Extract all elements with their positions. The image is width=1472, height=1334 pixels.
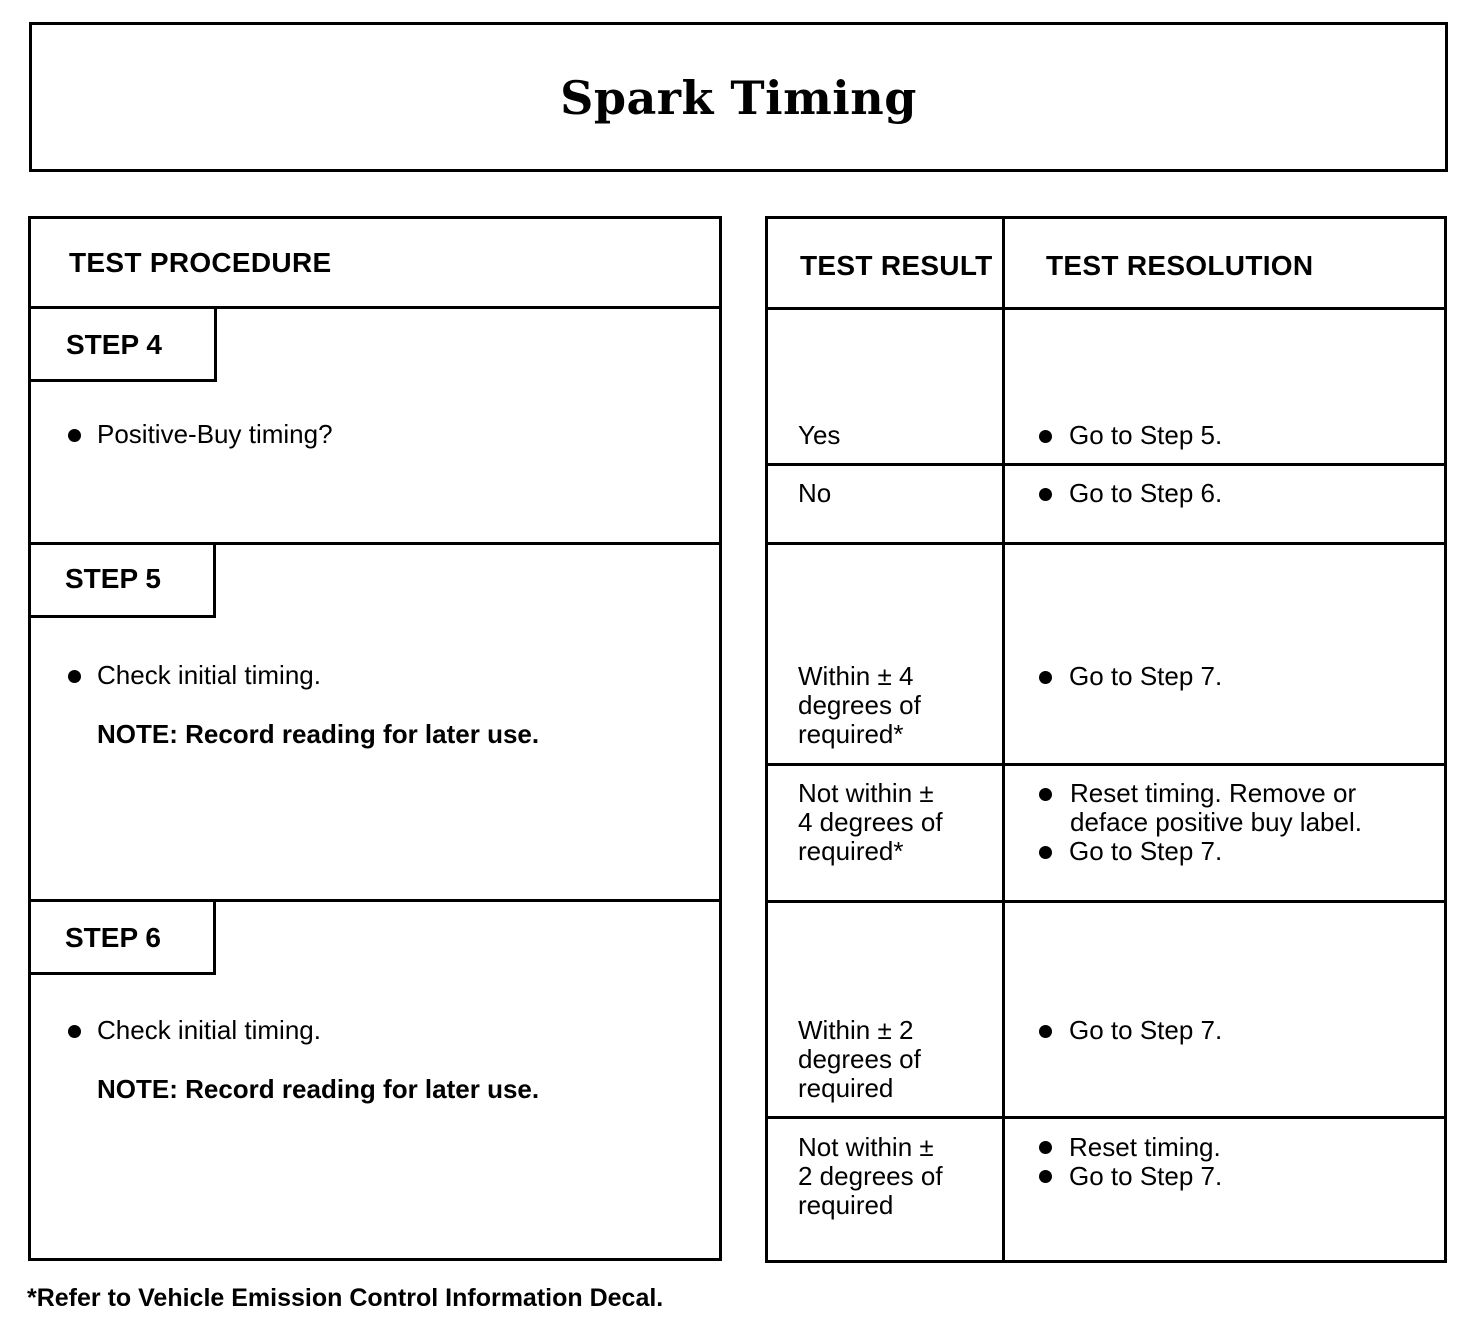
bullet-icon (1039, 1025, 1052, 1038)
result-not-within-4: Not within ± 4 degrees of required* (798, 778, 943, 866)
step-6-note: NOTE: Record reading for later use. (97, 1074, 540, 1104)
resolution-header: TEST RESOLUTION (1046, 250, 1314, 281)
title-box (29, 22, 1448, 172)
step-4-procedure: Positive-Buy timing? (97, 419, 333, 449)
resolution-not-within-2-a: Reset timing. (1069, 1132, 1221, 1162)
resolution-within-4: Go to Step 7. (1069, 661, 1223, 691)
result-within-4: Within ± 4 degrees of required* (798, 661, 921, 749)
bullet-icon (68, 1025, 81, 1038)
resolution-not-within-2-b: Go to Step 7. (1069, 1161, 1223, 1191)
result-no: No (798, 478, 832, 508)
bullet-icon (1039, 430, 1052, 443)
result-group-divider (765, 542, 1447, 545)
resolution-not-within-4-a: Reset timing. Remove or deface positive buy label. (1070, 778, 1362, 837)
result-header: TEST RESULT (800, 250, 993, 281)
bullet-icon (68, 670, 81, 683)
bullet-icon (68, 429, 81, 442)
bullet-icon (1039, 1170, 1052, 1183)
result-within-2: Within ± 2 degrees of required (798, 1015, 921, 1103)
resolution-no: Go to Step 6. (1069, 478, 1223, 508)
step-5-note: NOTE: Record reading for later use. (97, 719, 540, 749)
bullet-icon (1039, 846, 1052, 859)
page-title: Spark Timing (560, 71, 917, 125)
bullet-icon (1039, 1141, 1052, 1154)
result-not-within-2: Not within ± 2 degrees of required (798, 1132, 943, 1220)
resolution-yes: Go to Step 5. (1069, 420, 1223, 450)
result-header-divider (765, 307, 1447, 310)
result-group-divider (765, 900, 1447, 903)
bullet-icon (1039, 671, 1052, 684)
footnote: *Refer to Vehicle Emission Control Information Decal. (27, 1284, 664, 1312)
resolution-not-within-4-b: Go to Step 7. (1069, 836, 1223, 866)
result-row-divider (765, 1116, 1447, 1119)
result-row-divider (765, 763, 1447, 766)
step-5-label: STEP 5 (65, 563, 161, 594)
step-6-procedure: Check initial timing. (97, 1015, 321, 1045)
result-row-divider (765, 463, 1447, 466)
step-6-label: STEP 6 (65, 922, 161, 953)
step-4-label: STEP 4 (66, 329, 162, 360)
result-yes: Yes (798, 420, 841, 450)
bullet-icon (1039, 488, 1052, 501)
result-column-divider (1002, 216, 1005, 1263)
resolution-within-2: Go to Step 7. (1069, 1015, 1223, 1045)
procedure-header: TEST PROCEDURE (69, 247, 332, 278)
step-5-procedure: Check initial timing. (97, 660, 321, 690)
bullet-icon (1039, 788, 1052, 801)
